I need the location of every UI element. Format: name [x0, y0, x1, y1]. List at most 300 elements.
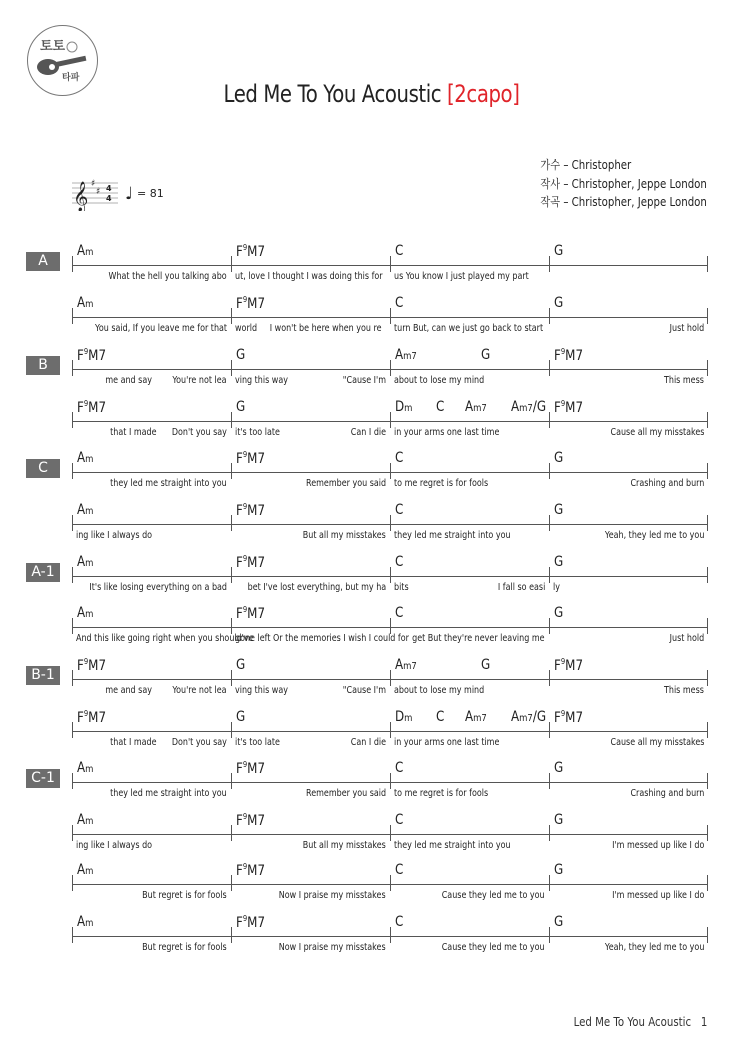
measure	[549, 498, 708, 548]
chord-group	[395, 760, 405, 776]
chord-group	[554, 295, 565, 311]
chord-row	[72, 239, 708, 289]
barline	[231, 618, 232, 634]
section-label: B	[26, 356, 60, 375]
chord-group	[395, 450, 405, 466]
lyric-text: This mess	[664, 685, 704, 696]
measure	[72, 910, 231, 960]
chord: G	[554, 502, 564, 518]
lyric-text: to me regret is for fools	[394, 788, 489, 799]
chord: C	[435, 709, 444, 725]
chord: G	[554, 760, 564, 776]
lyric-text: ut, love I thought I was doing this for	[235, 271, 383, 282]
lyric-text: I'm messed up like I do	[611, 890, 704, 901]
chord: G	[554, 243, 564, 259]
chord-group	[554, 657, 588, 674]
chord-group	[554, 554, 565, 570]
barline	[549, 463, 550, 479]
measure	[390, 395, 549, 445]
barline	[231, 670, 232, 686]
chord: G	[236, 399, 246, 415]
credits	[541, 156, 707, 212]
barline	[231, 773, 232, 789]
section-label: A	[26, 252, 60, 271]
lyric-text: about to lose my mind	[394, 685, 485, 696]
measure	[549, 550, 708, 600]
credit-composer: 작곡 – Christopher, Jeppe London	[540, 195, 707, 209]
lyric-text: turn But, can we just go back to start	[394, 323, 544, 334]
chord: $F^9M7$	[236, 554, 266, 571]
lyric-text: But regret is for fools	[142, 890, 227, 901]
lyric-text: ving this way	[235, 375, 288, 386]
barline	[231, 567, 232, 583]
chord-group	[77, 399, 111, 416]
chord: C	[395, 243, 404, 259]
chord: $F^9M7$	[236, 862, 266, 879]
chord-row	[72, 705, 708, 755]
chord: $F^9M7$	[236, 450, 266, 467]
chord: Am	[77, 450, 94, 466]
final-barline	[707, 773, 708, 789]
chord-group	[77, 760, 96, 776]
lyric-text: Remember you said	[305, 478, 386, 489]
lyric-text: about to lose my mind	[394, 375, 485, 386]
chord-group	[236, 862, 270, 879]
measure	[390, 653, 549, 703]
lyric-text: And this like going right when you should've	[76, 633, 254, 644]
lyric-text: I fall so easi	[497, 582, 545, 593]
lyric-text: they led me straight into you	[110, 788, 227, 799]
chord-group	[236, 295, 270, 312]
barline	[72, 360, 73, 376]
barline	[549, 927, 550, 943]
chord: G	[480, 347, 490, 363]
barline	[390, 463, 391, 479]
chord-group	[554, 502, 565, 518]
chord: G	[554, 450, 564, 466]
chord-group	[554, 760, 565, 776]
chord-row	[72, 653, 708, 703]
lyric-text: "Cause I'm	[342, 685, 386, 696]
chord-group	[77, 812, 96, 828]
lyric-text: in your arms one last time	[394, 737, 500, 748]
lyric-text: Now I praise my misstakes	[279, 942, 386, 953]
measure	[231, 756, 390, 806]
barline	[72, 927, 73, 943]
chord: C	[395, 295, 404, 311]
measure	[549, 756, 708, 806]
chord-row	[72, 446, 708, 496]
final-barline	[707, 360, 708, 376]
lyric-text: ving this way	[235, 685, 288, 696]
chord: Am	[77, 862, 94, 878]
chord-row	[72, 291, 708, 341]
barline	[549, 618, 550, 634]
barline	[72, 256, 73, 272]
credit-singer: 가수 – Christopher	[540, 158, 632, 172]
chord-row	[72, 756, 708, 806]
page-number: 1	[700, 1015, 707, 1029]
barline	[231, 515, 232, 531]
measure	[390, 550, 549, 600]
measure	[231, 601, 409, 651]
measure	[72, 550, 231, 600]
lyric-text: get But they're never leaving me	[412, 633, 545, 644]
measure	[231, 808, 390, 858]
chord-group	[395, 502, 405, 518]
chord: G	[554, 554, 564, 570]
chord: Am7/G	[511, 709, 547, 725]
section-label: C-1	[26, 769, 60, 788]
barline	[390, 825, 391, 841]
chord-group	[554, 450, 565, 466]
chord: C	[395, 812, 404, 828]
measure	[231, 550, 390, 600]
measure	[390, 858, 549, 908]
chord: Dm	[395, 709, 413, 725]
measure	[390, 343, 549, 393]
barline	[390, 722, 391, 738]
chord-group	[554, 605, 565, 621]
chord: $F^9M7$	[77, 709, 107, 726]
credit-lyricist: 작사 – Christopher, Jeppe London	[540, 176, 707, 191]
quarter-note-icon: ♩	[125, 184, 134, 204]
barline	[549, 722, 550, 738]
chord-group	[554, 914, 565, 930]
chord-row	[72, 343, 708, 393]
lyric-text: ing like I always do	[76, 530, 153, 541]
chord: $F^9M7$	[77, 657, 107, 674]
sharp-icon: ♯	[96, 187, 101, 197]
chord-group	[236, 709, 247, 725]
lyric-text: me and say You're not lea	[105, 375, 227, 386]
chord-group	[236, 399, 247, 415]
chord: Am	[77, 812, 94, 828]
chord-group	[395, 709, 552, 725]
chord: G	[236, 709, 246, 725]
lyric-text: that I made Don't you say	[110, 737, 227, 748]
barline	[231, 412, 232, 428]
chord-group	[395, 399, 552, 415]
chord-group	[236, 243, 270, 260]
measure	[231, 446, 390, 496]
chord: G	[554, 812, 564, 828]
chord: $F^9M7$	[236, 502, 266, 519]
song-title	[67, 80, 676, 108]
barline	[549, 515, 550, 531]
lyric-text: Remember you said	[305, 788, 386, 799]
lyric-text: But regret is for fools	[142, 942, 227, 953]
measure	[72, 653, 231, 703]
chord-group	[236, 450, 270, 467]
barline	[72, 567, 73, 583]
measure	[231, 239, 390, 289]
chord-group	[554, 243, 565, 259]
final-barline	[707, 515, 708, 531]
measure	[231, 705, 390, 755]
chord-row	[72, 601, 708, 651]
chord-group	[77, 709, 111, 726]
chord: Am	[77, 502, 94, 518]
lyric-text: in your arms one last time	[394, 427, 500, 438]
barline	[72, 670, 73, 686]
final-barline	[707, 875, 708, 891]
capo-label: 2capo	[454, 80, 513, 108]
chord: G	[554, 605, 564, 621]
measure	[72, 395, 231, 445]
lyric-text: it's too late	[235, 427, 280, 438]
measure	[549, 446, 708, 496]
chord: $F^9M7$	[236, 295, 266, 312]
barline	[390, 256, 391, 272]
measure	[231, 653, 390, 703]
barline	[231, 308, 232, 324]
chord-row	[72, 395, 708, 445]
lyric-text: they led me straight into you	[394, 840, 511, 851]
chord-row	[72, 808, 708, 858]
sharp-icon: ♯	[91, 179, 96, 189]
chord-group	[77, 862, 96, 878]
lyric-text: Just hold	[669, 323, 704, 334]
measure	[231, 498, 390, 548]
lyric-text: ing like I always do	[76, 840, 153, 851]
barline	[390, 875, 391, 891]
chord: $F^9M7$	[554, 657, 584, 674]
chord: G	[236, 347, 246, 363]
barline	[549, 256, 550, 272]
lyric-text: This mess	[664, 375, 704, 386]
measure	[390, 601, 549, 651]
barline	[72, 875, 73, 891]
chord-group	[236, 605, 270, 622]
chord-group	[395, 243, 405, 259]
lyric-text: Can I die	[350, 737, 386, 748]
chord-row	[72, 858, 708, 908]
chord-row	[72, 550, 708, 600]
measure	[72, 343, 231, 393]
final-barline	[707, 927, 708, 943]
measure	[72, 239, 231, 289]
chord-group	[236, 502, 270, 519]
measure	[72, 705, 231, 755]
lyric-text: me and say You're not lea	[105, 685, 227, 696]
chord: G	[480, 657, 490, 673]
final-barline	[707, 412, 708, 428]
chord-group	[554, 709, 588, 726]
measure	[72, 446, 231, 496]
chord-group	[554, 347, 588, 364]
measure	[72, 858, 231, 908]
barline	[72, 825, 73, 841]
measure	[549, 858, 708, 908]
section-label: B-1	[26, 666, 60, 685]
lyric-text: Crashing and burn	[630, 788, 704, 799]
chord-group	[395, 295, 405, 311]
measure	[390, 239, 549, 289]
final-barline	[707, 256, 708, 272]
svg-text:토토: 토토	[40, 39, 66, 54]
chord-group	[236, 347, 247, 363]
chord: Am	[77, 554, 94, 570]
lyric-text: to me regret is for fools	[394, 478, 489, 489]
chord: Am	[77, 605, 94, 621]
measure	[390, 756, 549, 806]
lyric-text: Cause all my misstakes	[610, 737, 704, 748]
measure	[390, 705, 549, 755]
measure	[549, 343, 708, 393]
chord: C	[395, 914, 404, 930]
chord: $F^9M7$	[554, 399, 584, 416]
lyric-text: Now I praise my misstakes	[279, 890, 386, 901]
section-label: C	[26, 459, 60, 478]
lyric-text: Crashing and burn	[630, 478, 704, 489]
chord: $F^9M7$	[236, 914, 266, 931]
final-barline	[707, 670, 708, 686]
chord: Dm	[395, 399, 413, 415]
measure	[549, 910, 708, 960]
lyric-text: it's too late	[235, 737, 280, 748]
footer-title: Led Me To You Acoustic	[573, 1015, 691, 1029]
measure	[72, 291, 231, 341]
chord-group	[395, 914, 405, 930]
chord-group	[77, 243, 96, 259]
final-barline	[707, 722, 708, 738]
barline	[72, 308, 73, 324]
chord: C	[395, 554, 404, 570]
lyric-text: "Cause I'm	[342, 375, 386, 386]
chord: C	[395, 450, 404, 466]
chord: Am7	[465, 399, 488, 415]
final-barline	[707, 567, 708, 583]
measure	[390, 498, 549, 548]
chord-group	[77, 295, 96, 311]
measure	[390, 910, 549, 960]
chord: $F^9M7$	[554, 709, 584, 726]
lyric-text: ly	[553, 582, 560, 593]
final-barline	[707, 308, 708, 324]
chord: Am	[77, 760, 94, 776]
chord-group	[395, 605, 405, 621]
lyric-text: they led me straight into you	[394, 530, 511, 541]
lyric-text: Cause they led me to you	[442, 890, 545, 901]
measure	[72, 498, 231, 548]
chord-group	[395, 862, 405, 878]
barline	[231, 360, 232, 376]
song-title-text: Led Me To You Acoustic	[223, 80, 448, 108]
barline	[390, 412, 391, 428]
measure	[549, 395, 708, 445]
capo-bracket-open: [	[447, 80, 455, 108]
barline	[549, 773, 550, 789]
svg-text:4: 4	[106, 184, 112, 193]
treble-clef-icon: 𝄞	[73, 182, 89, 211]
measure	[231, 343, 390, 393]
lyric-text: gone left Or the memories I wish I could for	[235, 633, 409, 644]
chord-group	[236, 812, 270, 829]
barline	[231, 825, 232, 841]
section-label: A-1	[26, 563, 60, 582]
chord: C	[395, 502, 404, 518]
chord: G	[554, 295, 564, 311]
svg-text:타파: 타파	[62, 73, 80, 83]
lyric-text: bits	[394, 582, 409, 593]
chord: $F^9M7$	[236, 760, 266, 777]
measure	[549, 291, 708, 341]
measure	[549, 705, 708, 755]
measure	[549, 808, 708, 858]
chord: Am7	[395, 657, 417, 673]
chord-group	[554, 862, 565, 878]
chord-group	[77, 502, 96, 518]
chord-group	[395, 554, 405, 570]
staff-key-signature-icon	[72, 175, 118, 211]
measure	[231, 291, 390, 341]
lyric-text: It's like losing everything on a bad	[89, 582, 227, 593]
chord: Am7	[395, 347, 417, 363]
lyric-text: But all my misstakes	[302, 530, 386, 541]
barline	[549, 360, 550, 376]
measure	[549, 239, 708, 289]
chord-group	[77, 554, 96, 570]
lyric-text: What the hell you talking abo	[108, 271, 227, 282]
svg-text:4: 4	[106, 194, 112, 203]
measure	[549, 653, 708, 703]
lyric-text: Yeah, they led me to you	[604, 530, 704, 541]
chord: Am	[77, 295, 94, 311]
measure	[231, 910, 390, 960]
tempo-value: = 81	[137, 187, 164, 200]
chord-group	[395, 812, 405, 828]
barline	[549, 875, 550, 891]
barline	[549, 308, 550, 324]
chord-group	[554, 399, 588, 416]
chord-group	[236, 914, 270, 931]
barline	[231, 256, 232, 272]
barline	[231, 722, 232, 738]
barline	[390, 618, 391, 634]
measure	[72, 808, 231, 858]
lyric-text: Can I die	[350, 427, 386, 438]
chord: $F^9M7$	[77, 399, 107, 416]
barline	[549, 825, 550, 841]
chord: $F^9M7$	[554, 347, 584, 364]
barline	[231, 875, 232, 891]
barline	[390, 670, 391, 686]
chord: C	[395, 760, 404, 776]
measure	[231, 395, 390, 445]
chord-group	[236, 760, 270, 777]
final-barline	[707, 618, 708, 634]
measure	[72, 756, 231, 806]
barline	[72, 412, 73, 428]
barline	[231, 463, 232, 479]
barline	[72, 722, 73, 738]
barline	[549, 567, 550, 583]
barline	[549, 670, 550, 686]
lyric-text: they led me straight into you	[110, 478, 227, 489]
barline	[72, 618, 73, 634]
chord-row	[72, 498, 708, 548]
lyric-text: But all my misstakes	[302, 840, 386, 851]
barline	[390, 515, 391, 531]
measure	[390, 291, 549, 341]
lyric-text: bet I've lost everything, but my ha	[247, 582, 386, 593]
barline	[72, 463, 73, 479]
chord-group	[77, 914, 96, 930]
barline	[390, 308, 391, 324]
chord: Am7/G	[511, 399, 547, 415]
lyric-text: us You know I just played my part	[394, 271, 529, 282]
